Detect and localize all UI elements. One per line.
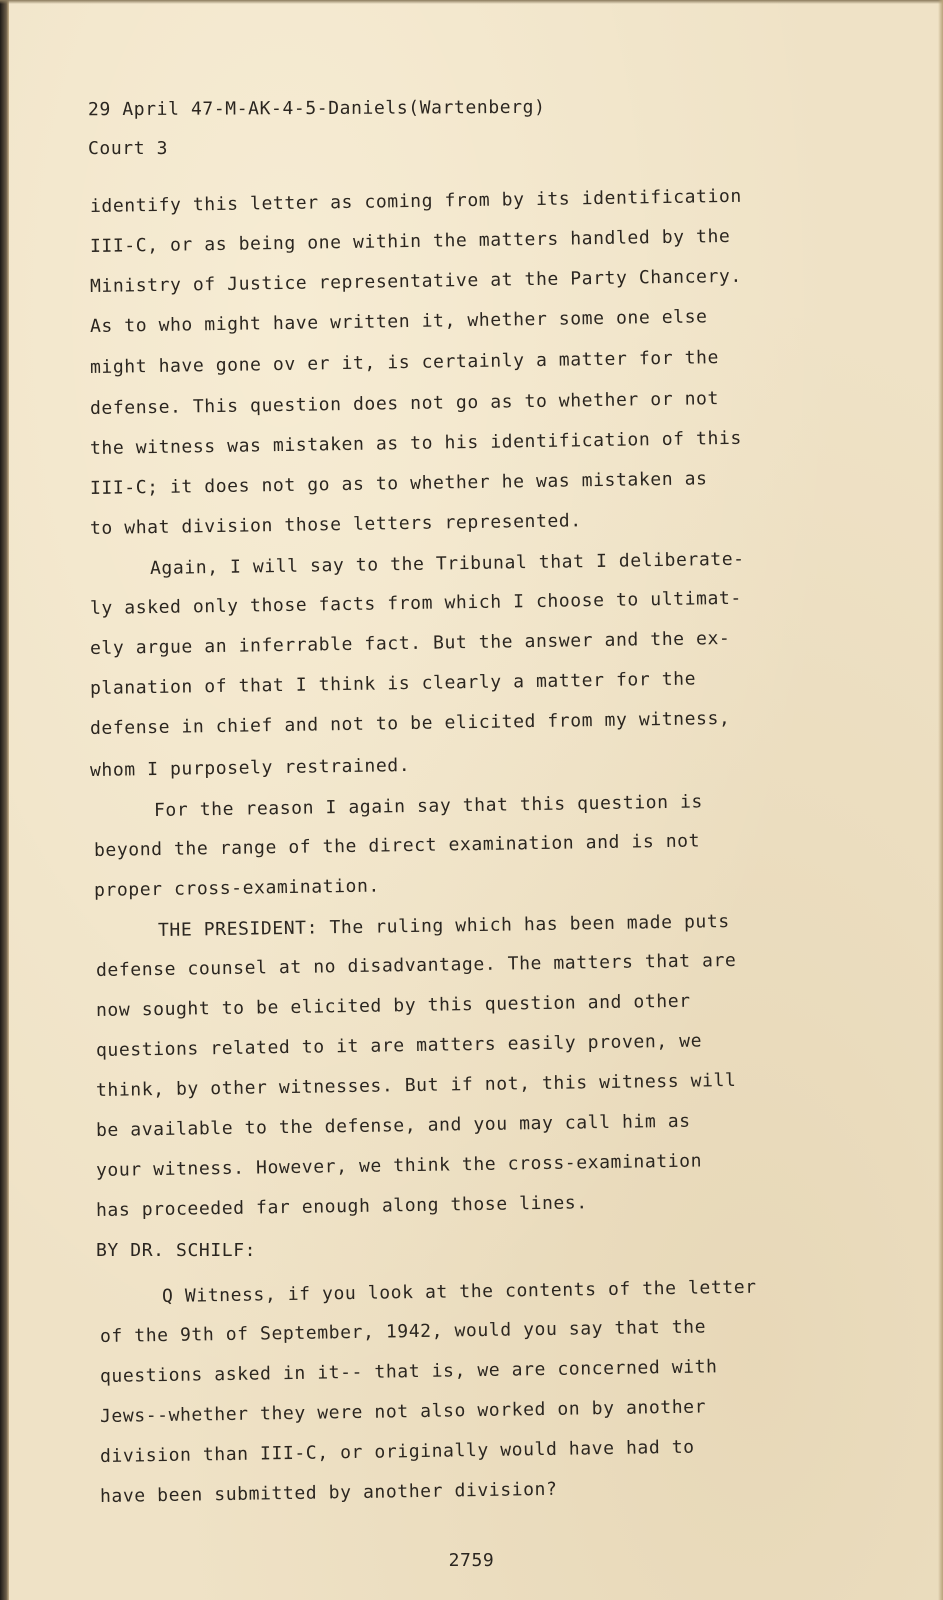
transcript-line: ly asked only those facts from which I choose to ultimat- [89,587,742,619]
transcript-line: your witness. However, we think the cross-examination [95,1150,703,1181]
transcript-line: For the reason I again say that this question is [153,791,704,821]
transcript-line: questions related to it are matters easily proven, we [95,1030,703,1061]
transcript-line: be available to the defense, and you may call him as [95,1110,691,1141]
transcript-line: ely argue an inferrable fact. But the answer and the ex- [89,627,731,659]
transcript-line: III-C; it does not go as to whether he was mistaken as [89,468,708,499]
transcript-line: planation of that I think is clearly a matter for the [89,668,697,699]
transcript-line: have been submitted by another division? [99,1478,558,1507]
transcript-line: might have gone ov er it, is certainly a matter for the [89,347,720,378]
transcript-line: whom I purposely restrained. [89,754,411,781]
transcript-line: division than III-C, or originally would have had to [99,1436,695,1467]
transcript-line: defense. This question does not go as to whether or not [89,388,720,419]
transcript-line: think, by other witnesses. But if not, this witness will [95,1069,737,1101]
transcript-line: has proceeded far enough along those lines. [95,1192,588,1221]
transcript-line: Again, I will say to the Tribunal that I deliberate- [149,548,745,579]
examiner-heading: BY DR. SCHILF: [96,1240,257,1261]
page-right-edge [938,0,943,1600]
transcript-line: questions asked in it-- that is, we are concerned with [99,1356,718,1387]
header-reference: 29 April 47-M-AK-4-5-Daniels(Wartenberg) [87,96,546,121]
transcript-line: the witness was mistaken as to his identification of this [89,427,742,459]
page-number: 2759 [448,1550,495,1571]
transcript-line: to what division those letters represented. [89,510,582,539]
transcript-line: defense counsel at no disadvantage. The matters that are [95,949,737,981]
header-court: Court 3 [88,138,169,159]
transcript-line: III-C, or as being one within the matters handled by the [89,225,731,257]
transcript-line: defense in chief and not to be elicited from my witness, [89,707,731,739]
transcript-line: As to who might have written it, whether some one else [89,306,708,337]
transcript-line: Jews--whether they were not also worked on by another [99,1396,707,1427]
page-top-edge [0,0,943,4]
transcript-line: of the 9th of September, 1942, would you say that the [99,1316,707,1347]
transcript-line: identify this letter as coming from by its identification [89,185,742,217]
page-left-edge [0,0,9,1600]
transcript-line: proper cross-examination. [93,875,381,901]
transcript-line: beyond the range of the direct examination and is not [93,830,701,861]
transcript-line: now sought to be elicited by this question and other [95,990,691,1021]
transcript-line: Q Witness, if you look at the contents of the letter [161,1276,757,1307]
transcript-line: THE PRESIDENT: The ruling which has been made puts [157,911,730,941]
transcript-line: Ministry of Justice representative at the Party Chancery. [89,265,742,297]
